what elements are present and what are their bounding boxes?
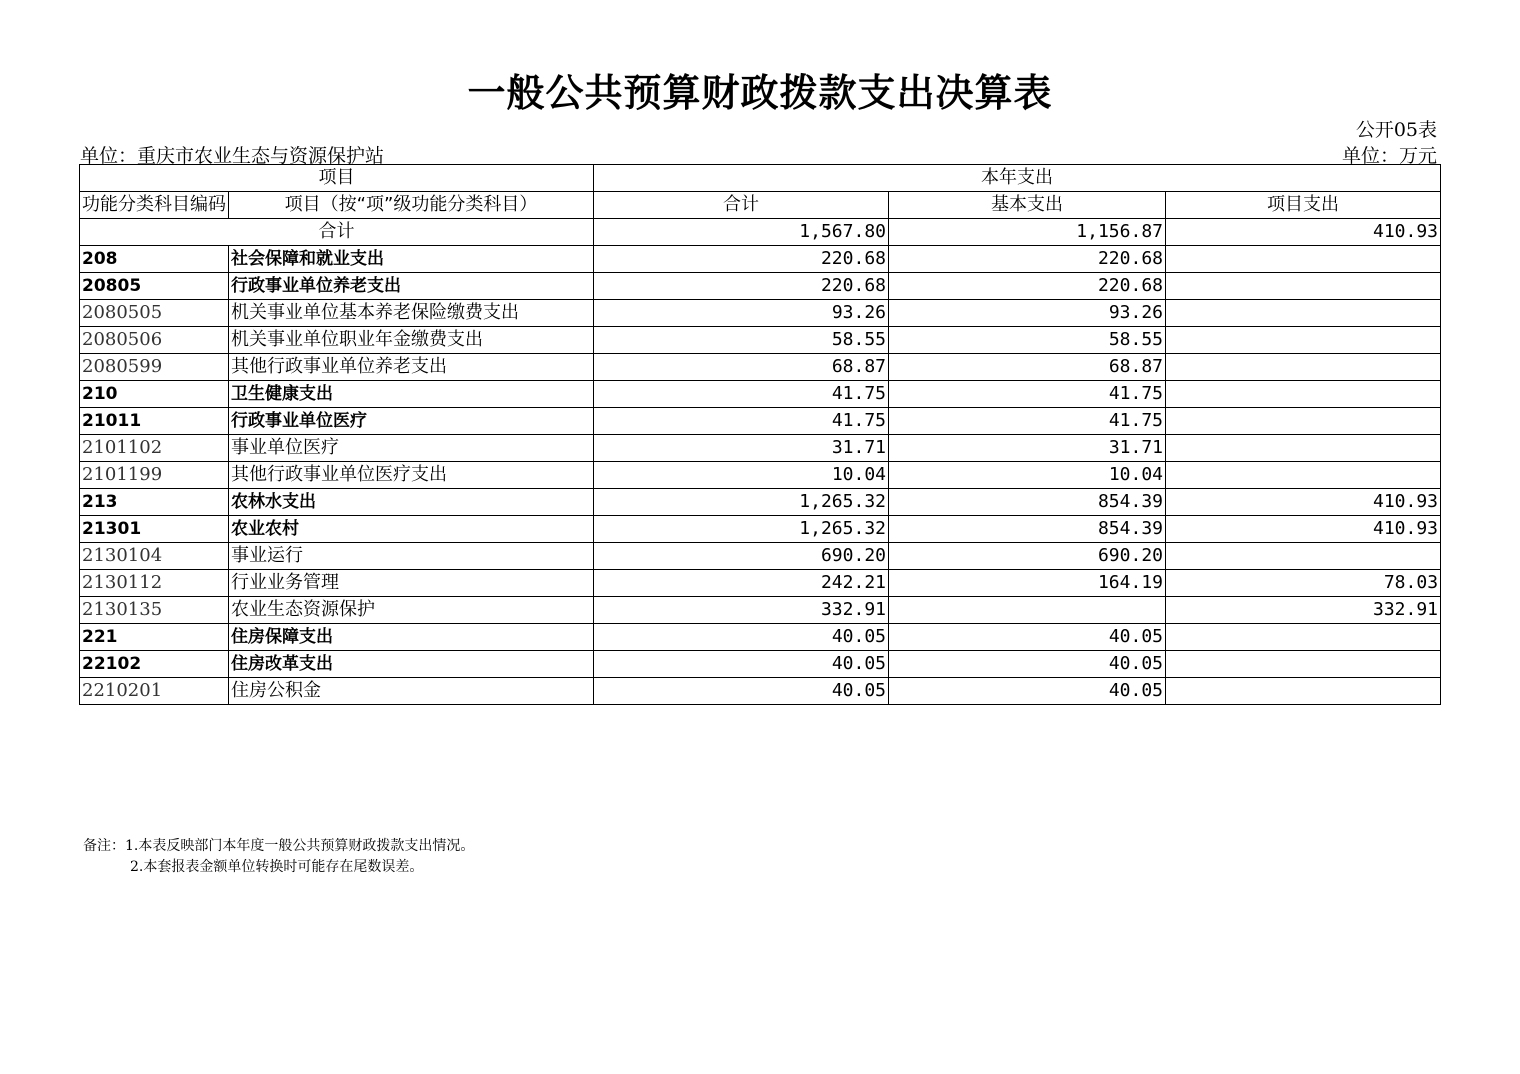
cell-basic: 40.05 xyxy=(889,624,1166,651)
cell-total: 41.75 xyxy=(594,408,889,435)
note-1: 备注：1.本表反映部门本年度一般公共预算财政拨款支出情况。 xyxy=(83,838,475,854)
cell-basic: 41.75 xyxy=(889,408,1166,435)
cell-basic xyxy=(889,597,1166,624)
cell-code: 2130104 xyxy=(80,543,229,570)
cell-basic: 58.55 xyxy=(889,327,1166,354)
cell-name: 事业运行 xyxy=(229,543,594,570)
cell-basic: 93.26 xyxy=(889,300,1166,327)
table-row xyxy=(80,516,1441,543)
table-row xyxy=(80,327,1441,354)
table-row xyxy=(80,570,1441,597)
cell-proj: 410.93 xyxy=(1166,516,1441,543)
cell-code: 2101199 xyxy=(80,462,229,489)
cell-total: 1,265.32 xyxy=(594,489,889,516)
cell-total: 220.68 xyxy=(594,273,889,300)
total-proj: 410.93 xyxy=(1166,219,1441,246)
cell-name: 行政事业单位养老支出 xyxy=(229,273,594,300)
table-row xyxy=(80,543,1441,570)
cell-proj xyxy=(1166,543,1441,570)
cell-name: 农林水支出 xyxy=(229,489,594,516)
unit-name: 单位：重庆市农业生态与资源保护站 xyxy=(80,145,385,167)
header-this-year: 本年支出 xyxy=(594,165,1441,192)
cell-proj: 78.03 xyxy=(1166,570,1441,597)
cell-total: 93.26 xyxy=(594,300,889,327)
cell-code: 2080599 xyxy=(80,354,229,381)
table-row xyxy=(80,435,1441,462)
cell-total: 40.05 xyxy=(594,651,889,678)
total-label: 合计 xyxy=(80,219,594,246)
cell-code: 2101102 xyxy=(80,435,229,462)
cell-name: 其他行政事业单位养老支出 xyxy=(229,354,594,381)
cell-name: 社会保障和就业支出 xyxy=(229,246,594,273)
cell-proj: 410.93 xyxy=(1166,489,1441,516)
total-row xyxy=(80,219,1441,246)
cell-name: 机关事业单位职业年金缴费支出 xyxy=(229,327,594,354)
cell-name: 卫生健康支出 xyxy=(229,381,594,408)
cell-total: 41.75 xyxy=(594,381,889,408)
cell-code: 21301 xyxy=(80,516,229,543)
cell-total: 68.87 xyxy=(594,354,889,381)
total-amount: 1,567.80 xyxy=(594,219,889,246)
cell-code: 2080506 xyxy=(80,327,229,354)
header-code: 功能分类科目编码 xyxy=(80,192,229,219)
cell-code: 221 xyxy=(80,624,229,651)
cell-code: 210 xyxy=(80,381,229,408)
table-row xyxy=(80,678,1441,705)
cell-name: 农业生态资源保护 xyxy=(229,597,594,624)
cell-code: 213 xyxy=(80,489,229,516)
total-basic: 1,156.87 xyxy=(889,219,1166,246)
cell-basic: 854.39 xyxy=(889,516,1166,543)
table-row xyxy=(80,489,1441,516)
cell-basic: 41.75 xyxy=(889,381,1166,408)
cell-proj: 332.91 xyxy=(1166,597,1441,624)
cell-proj xyxy=(1166,327,1441,354)
cell-total: 40.05 xyxy=(594,624,889,651)
table-row xyxy=(80,300,1441,327)
cell-proj xyxy=(1166,624,1441,651)
cell-total: 40.05 xyxy=(594,678,889,705)
cell-total: 1,265.32 xyxy=(594,516,889,543)
table-row xyxy=(80,354,1441,381)
cell-total: 332.91 xyxy=(594,597,889,624)
cell-total: 10.04 xyxy=(594,462,889,489)
table-row xyxy=(80,624,1441,651)
cell-basic: 164.19 xyxy=(889,570,1166,597)
cell-name: 行业业务管理 xyxy=(229,570,594,597)
cell-code: 20805 xyxy=(80,273,229,300)
cell-total: 58.55 xyxy=(594,327,889,354)
cell-total: 242.21 xyxy=(594,570,889,597)
cell-name: 住房改革支出 xyxy=(229,651,594,678)
cell-code: 2130112 xyxy=(80,570,229,597)
cell-name: 农业农村 xyxy=(229,516,594,543)
header-proj: 项目支出 xyxy=(1166,192,1441,219)
form-number: 公开05表 xyxy=(1355,119,1437,141)
table-row xyxy=(80,273,1441,300)
cell-total: 31.71 xyxy=(594,435,889,462)
cell-proj xyxy=(1166,408,1441,435)
cell-code: 2210201 xyxy=(80,678,229,705)
table-row xyxy=(80,597,1441,624)
cell-proj xyxy=(1166,678,1441,705)
expenditure-table xyxy=(79,164,1441,705)
cell-basic: 220.68 xyxy=(889,246,1166,273)
notes xyxy=(83,836,474,878)
currency-unit: 单位：万元 xyxy=(1341,145,1437,167)
cell-code: 22102 xyxy=(80,651,229,678)
table-row xyxy=(80,408,1441,435)
note-2: 2.本套报表金额单位转换时可能存在尾数误差。 xyxy=(130,859,424,875)
cell-proj xyxy=(1166,651,1441,678)
cell-basic: 854.39 xyxy=(889,489,1166,516)
cell-basic: 220.68 xyxy=(889,273,1166,300)
cell-name: 住房保障支出 xyxy=(229,624,594,651)
cell-proj xyxy=(1166,381,1441,408)
table-row xyxy=(80,651,1441,678)
page-title: 一般公共预算财政拨款支出决算表 xyxy=(467,70,1053,115)
cell-total: 690.20 xyxy=(594,543,889,570)
cell-code: 2130135 xyxy=(80,597,229,624)
cell-proj xyxy=(1166,462,1441,489)
cell-name: 其他行政事业单位医疗支出 xyxy=(229,462,594,489)
cell-basic: 40.05 xyxy=(889,651,1166,678)
cell-basic: 68.87 xyxy=(889,354,1166,381)
cell-code: 2080505 xyxy=(80,300,229,327)
cell-code: 208 xyxy=(80,246,229,273)
header-name: 项目（按“项”级功能分类科目） xyxy=(229,192,594,219)
header-row-1 xyxy=(80,165,1441,192)
header-total: 合计 xyxy=(594,192,889,219)
cell-name: 住房公积金 xyxy=(229,678,594,705)
cell-basic: 690.20 xyxy=(889,543,1166,570)
header-basic: 基本支出 xyxy=(889,192,1166,219)
table-row xyxy=(80,381,1441,408)
table-row xyxy=(80,246,1441,273)
header-project: 项目 xyxy=(80,165,594,192)
cell-proj xyxy=(1166,354,1441,381)
header-row-2 xyxy=(80,192,1441,219)
cell-name: 事业单位医疗 xyxy=(229,435,594,462)
cell-name: 机关事业单位基本养老保险缴费支出 xyxy=(229,300,594,327)
cell-basic: 31.71 xyxy=(889,435,1166,462)
cell-proj xyxy=(1166,273,1441,300)
cell-total: 220.68 xyxy=(594,246,889,273)
cell-proj xyxy=(1166,435,1441,462)
cell-code: 21011 xyxy=(80,408,229,435)
cell-proj xyxy=(1166,246,1441,273)
cell-name: 行政事业单位医疗 xyxy=(229,408,594,435)
cell-proj xyxy=(1166,300,1441,327)
cell-basic: 40.05 xyxy=(889,678,1166,705)
table-row xyxy=(80,462,1441,489)
cell-basic: 10.04 xyxy=(889,462,1166,489)
